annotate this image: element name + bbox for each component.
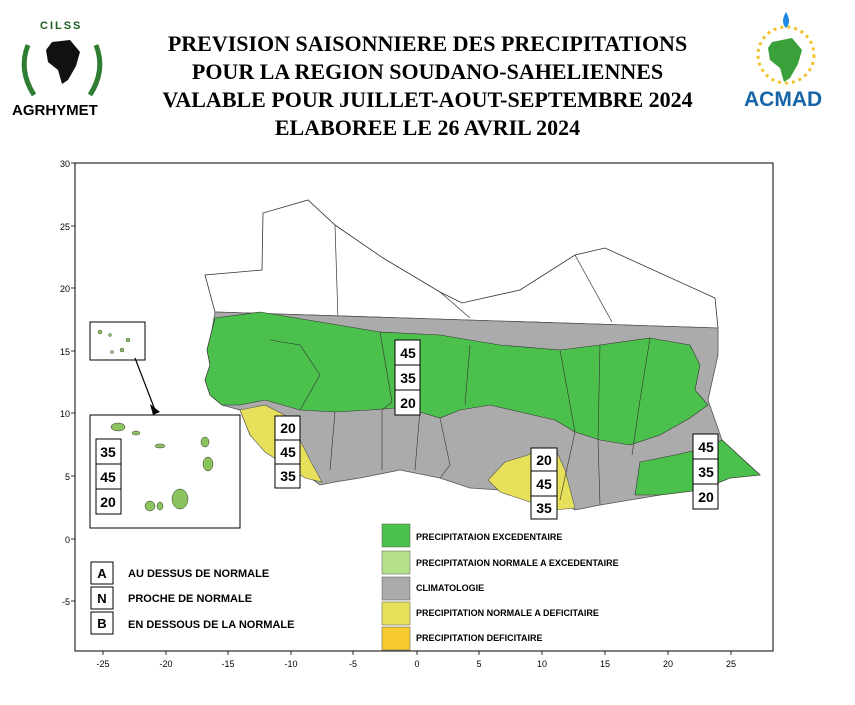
prob-value: 20	[100, 494, 116, 510]
prob-box-cape-verde	[96, 439, 121, 514]
prob-value: 45	[536, 476, 552, 492]
agrhymet-logo-text: AGRHYMET	[12, 102, 98, 119]
x-tick: -25	[96, 659, 110, 669]
key-label: PROCHE DE NORMALE	[128, 593, 253, 605]
y-tick: 10	[59, 409, 70, 419]
y-tick: 25	[59, 222, 70, 232]
legend-label: PRECIPITATAION EXCEDENTAIRE	[416, 532, 563, 542]
prob-value: 20	[280, 420, 296, 436]
legend-swatch	[382, 627, 410, 650]
prob-value: 45	[400, 345, 416, 361]
x-tick: -20	[159, 659, 173, 669]
acmad-logo	[758, 12, 814, 83]
y-tick: 30	[59, 159, 70, 169]
prob-value: 20	[400, 395, 416, 411]
legend-swatch	[382, 524, 410, 547]
x-tick: 0	[414, 659, 420, 669]
legend-swatch	[382, 577, 410, 600]
legend-swatch	[382, 602, 410, 625]
title-line-4: ELABOREE LE 26 AVRIL 2024	[274, 115, 581, 140]
cilss-logo-text: CILSS	[40, 20, 83, 32]
x-tick: -5	[348, 659, 358, 669]
prob-value: 20	[698, 489, 714, 505]
key-letter: A	[97, 566, 107, 581]
title-line-3: VALABLE POUR JUILLET-AOUT-SEPTEMBRE 2024	[162, 87, 693, 112]
y-tick: -5	[61, 597, 70, 607]
prob-value: 35	[280, 468, 296, 484]
cape-verde-locator	[90, 322, 145, 360]
y-tick: 0	[64, 535, 70, 545]
agrhymet-logo	[24, 40, 100, 95]
legend-label: CLIMATOLOGIE	[416, 583, 485, 593]
legend-label: PRECIPITATION NORMALE A DEFICITAIRE	[416, 608, 599, 618]
x-tick: 20	[662, 659, 674, 669]
x-tick: 10	[536, 659, 548, 669]
x-tick: -10	[284, 659, 298, 669]
y-tick: 15	[59, 347, 70, 357]
x-axis	[96, 659, 736, 669]
prob-value: 35	[536, 500, 552, 516]
prob-box-central-sahel	[395, 340, 420, 415]
x-tick: -15	[221, 659, 235, 669]
legend-label: PRECIPITATAION NORMALE A EXCEDENTAIRE	[416, 558, 619, 568]
title-line-2: POUR LA REGION SOUDANO-SAHELIENNES	[191, 59, 664, 84]
acmad-logo-text: ACMAD	[744, 88, 823, 111]
title-line-1: PREVISION SAISONNIERE DES PRECIPITATIONS	[167, 31, 688, 56]
x-tick: 5	[476, 659, 482, 669]
key-label: EN DESSOUS DE LA NORMALE	[128, 619, 295, 631]
x-tick: 15	[599, 659, 611, 669]
prob-value: 35	[400, 370, 416, 386]
prob-value: 45	[280, 444, 296, 460]
prob-value: 35	[698, 464, 714, 480]
y-axis	[60, 159, 70, 607]
key-label: AU DESSUS DE NORMALE	[128, 568, 270, 580]
key-letter: N	[97, 591, 107, 606]
prob-box-gulf-guinea-west	[275, 416, 300, 488]
y-tick: 20	[59, 284, 70, 294]
legend-label: PRECIPITATION DEFICITAIRE	[416, 633, 543, 643]
y-tick: 5	[64, 472, 70, 482]
legend-swatch	[382, 551, 410, 574]
prob-value: 35	[100, 444, 116, 460]
key-letter: B	[97, 616, 107, 631]
prob-value: 45	[100, 469, 116, 485]
prob-box-central-africa	[693, 434, 718, 509]
x-tick: 25	[725, 659, 737, 669]
prob-value: 45	[698, 439, 714, 455]
prob-box-nigeria-cameroon	[531, 448, 557, 519]
prob-value: 20	[536, 452, 552, 468]
